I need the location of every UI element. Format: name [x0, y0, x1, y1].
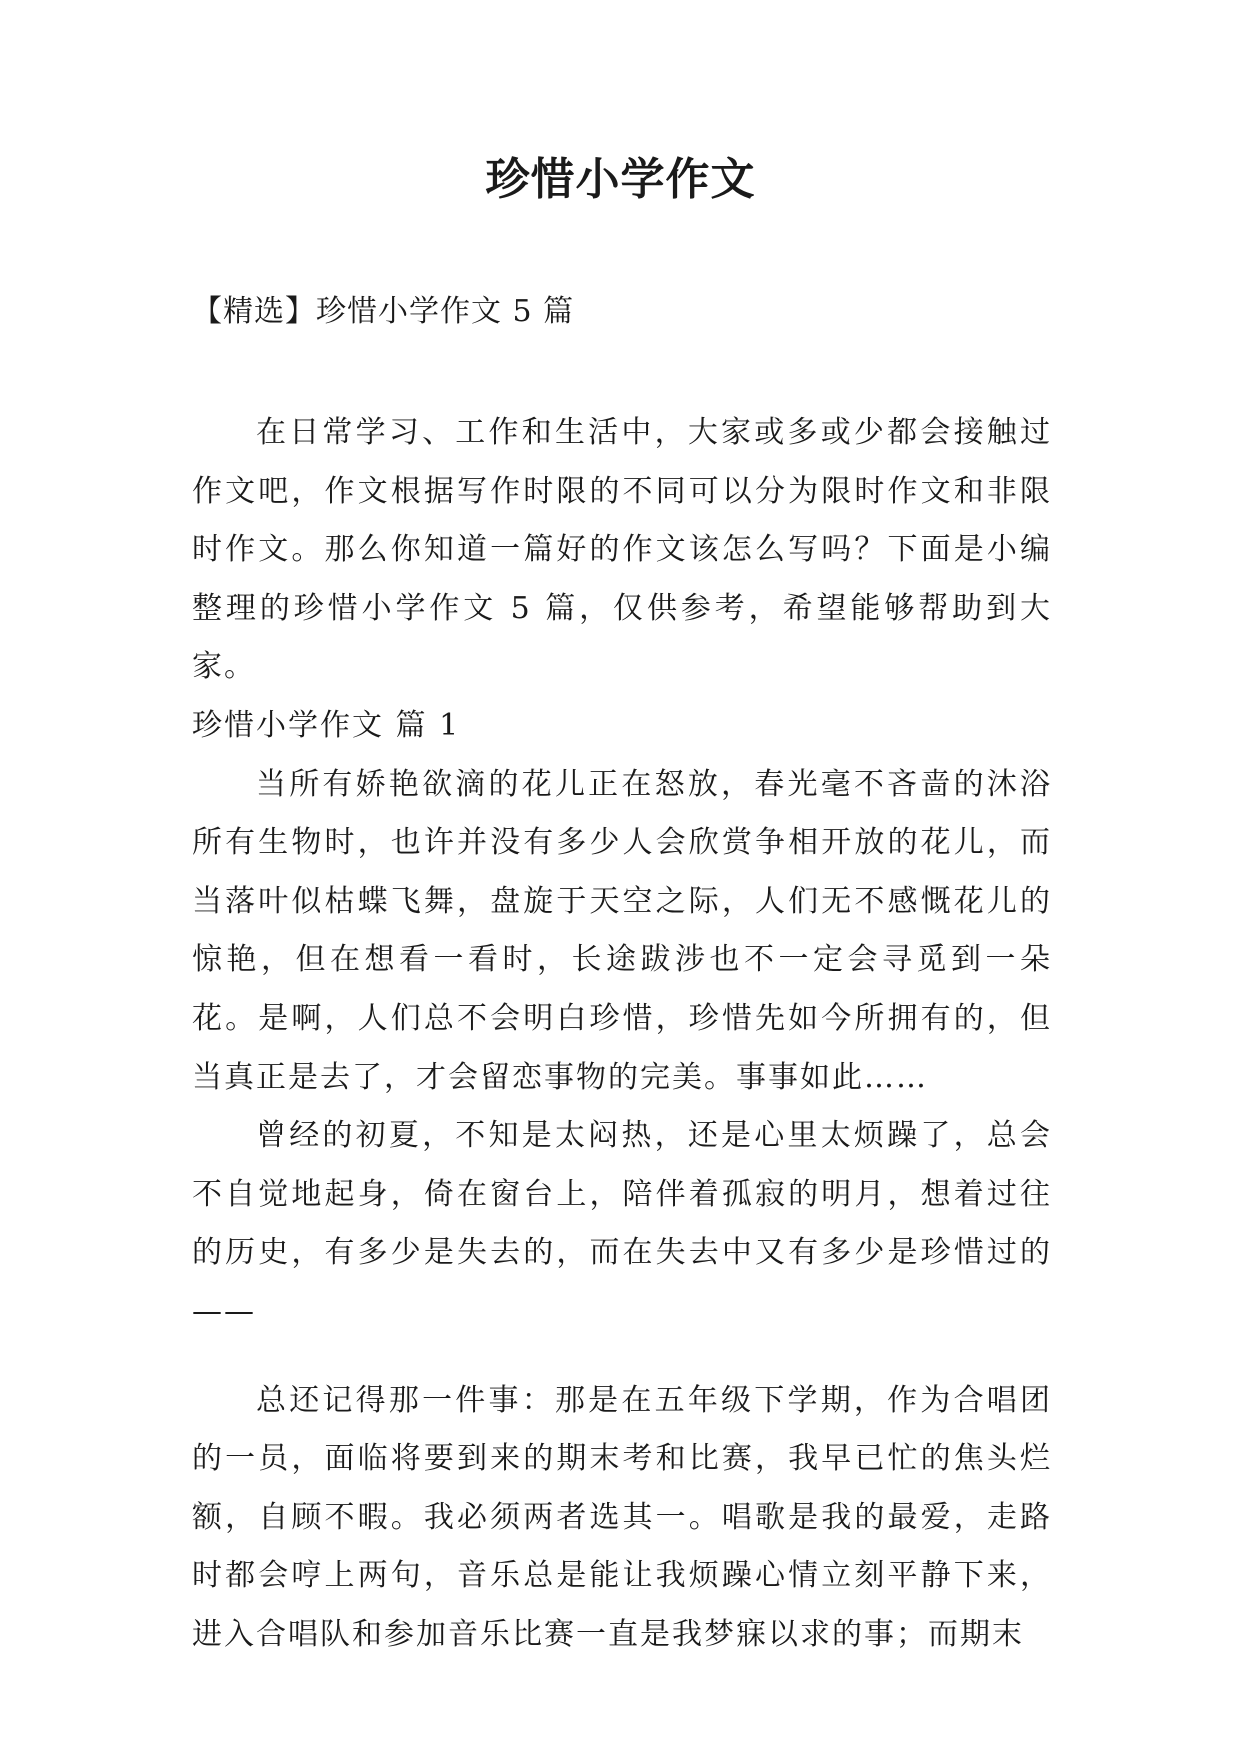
- document-body: [192, 404, 1052, 1664]
- section-heading: 珍惜小学作文 篇 1: [192, 707, 461, 743]
- document-subtitle: 【精选】珍惜小学作文 5 篇: [192, 294, 575, 329]
- body-paragraph: 曾经的初夏，不知是太闷热，还是心里太烦躁了，总会不自觉地起身，倚在窗台上，陪伴着孤寂的明月，想着过往的历史，有多少是失去的，而在失去中又有多少是珍惜过的——: [192, 1118, 1052, 1329]
- body-paragraph: 总还记得那一件事：那是在五年级下学期，作为合唱团的一员，面临将要到来的期末考和比赛，我早已忙的焦头烂额，自顾不暇。我必须两者选其一。唱歌是我的最爱，走路时都会哼上两句，音乐总是能让我烦躁心情立刻平静下来，进入合唱队和参加音乐比赛一直是我梦寐以求的事；而期末: [192, 1382, 1052, 1652]
- intro-paragraph: 在日常学习、工作和生活中，大家或多或少都会接触过作文吧，作文根据写作时限的不同可以分为限时作文和非限时作文。那么你知道一篇好的作文该怎么写吗？下面是小编整理的珍惜小学作文 5 篇，仅供参考，希望能够帮助到大家。: [192, 415, 1052, 685]
- body-paragraph: 当所有娇艳欲滴的花儿正在怒放，春光毫不吝啬的沐浴所有生物时，也许并没有多少人会欣赏争相开放的花儿，而当落叶似枯蝶飞舞，盘旋于天空之际，人们无不感慨花儿的惊艳，但在想看一看时，长途跋涉也不一定会寻觅到一朵花。是啊，人们总不会明白珍惜，珍惜先如今所拥有的，但当真正是去了，才会留恋事物的完美。事事如此……: [192, 766, 1052, 1095]
- document-title: 珍惜小学作文: [485, 154, 756, 205]
